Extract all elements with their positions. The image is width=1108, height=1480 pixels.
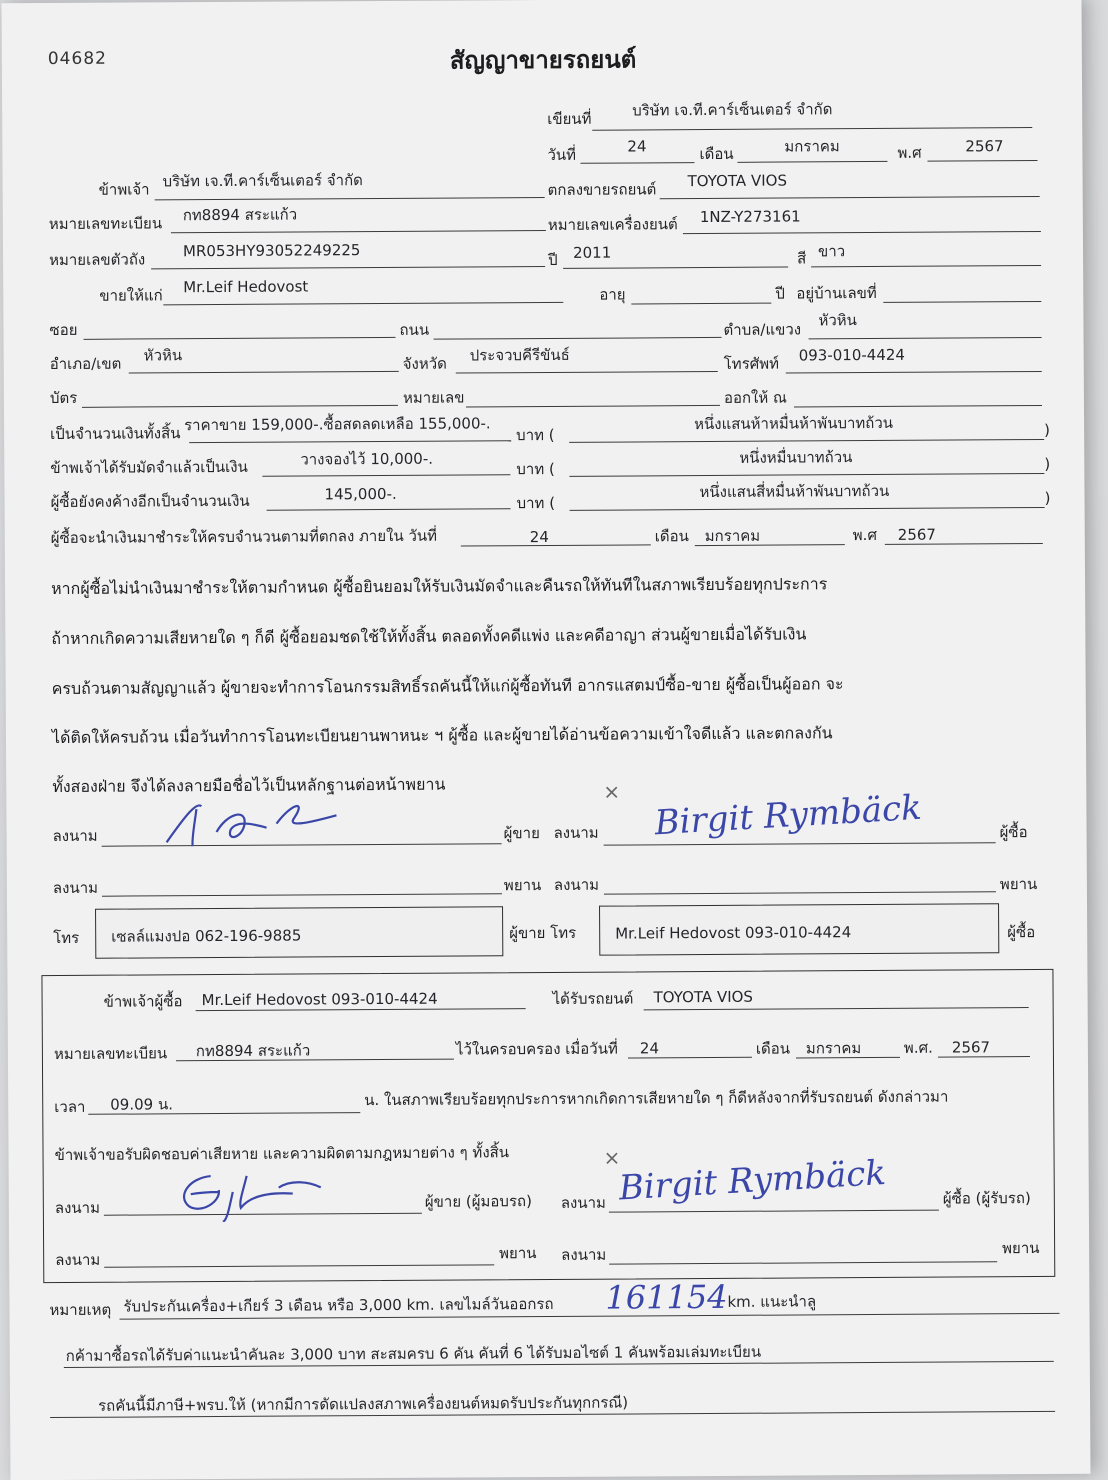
plate-value: กท8894 สระแก้ว [182,205,298,225]
seller-signature [156,793,346,854]
receipt-condition-text: น. ในสภาพเรียบร้อยทุกประการหากเกิดการเสียหายใด ๆ ก็ดีหลังจากที่รับรถยนต์ ดังกล่าวมา [364,1087,949,1110]
deposit-value: วางจองไว้ 10,000-. [300,449,434,469]
due-year: 2567 [897,525,937,544]
deposit-baht-label: บาท ( [516,459,555,479]
contract-paper [1,0,1090,1480]
total-baht-label: บาท ( [516,425,555,445]
receipt-month-label: เดือน [755,1039,791,1058]
card-number-label: หมายเลข [402,388,465,407]
receipt-month-value: มกราคม [805,1039,862,1058]
province-value: ประจวบคีรีขันธ์ [469,345,570,365]
vehicle-color-value: ขาว [817,242,846,261]
written-at-value: บริษัท เจ.ที.คาร์เซ็นเตอร์ จำกัด [632,100,833,120]
remain-words: หนึ่งแสนสี่หมื่นห้าพันบาทถ้วน [699,481,890,502]
seller-label: ข้าพเจ้า [98,180,150,199]
road-label: ถนน [399,320,430,339]
terms-line-3: ครบถ้วนตามสัญญาแล้ว ผู้ขายจะทำการโอนกรรมสิทธิ์รถคันนี้ให้แก่ผู้ซื้อทันที อากรแสตมป์ซื้อ-ขาย ผู้ซื้อเป็นผู้ออก จะ [51,674,844,699]
remain-label: ผู้ซื้อยังคงค้างอีกเป็นจำนวนเงิน [50,491,250,512]
total-value: ราคาขาย 159,000-.ซื้อสดลดเหลือ 155,000-. [184,414,491,435]
document-title: สัญญาขายรถยนต์ [449,45,637,75]
receipt-day-value: 24 [639,1039,660,1058]
receipt-plate-value: กท8894 สระแก้ว [195,1041,311,1061]
due-year-label: พ.ศ [852,525,878,545]
receipt-witness-2-role-label: พยาน [1002,1238,1040,1258]
plate-label: หมายเลขทะเบียน [48,214,163,234]
receipt-year-value: 2567 [951,1038,991,1057]
receipt-buyer-role-label: ผู้ซื้อ (ผู้รับรถ) [942,1189,1031,1208]
receipt-plate-label: หมายเลขทะเบียน [53,1044,168,1064]
remain-baht-label: บาท ( [516,493,556,513]
province-label: จังหวัด [402,354,447,373]
receipt-witness-1-role-label: พยาน [499,1244,537,1263]
soi-label: ซอย [49,320,78,340]
remarks-label: หมายเหตุ [49,1300,112,1320]
buyer-phone-value: Mr.Leif Hedovost 093-010-4424 [615,923,852,943]
receipt-year-label: พ.ศ. [903,1038,933,1057]
date-day-label: วันที่ [547,145,577,164]
receipt-witness-1-sign-label: ลงนาม [55,1250,101,1270]
issued-at-label: ออกให้ ณ [723,388,787,407]
receipt-buyer-signature: Birgit Rymbäck [617,1152,888,1209]
due-month: มกราคม [704,526,761,546]
witness-2-sign-label: ลงนาม [553,875,600,894]
date-day-value: 24 [627,137,647,156]
seller-phone-role-label: ผู้ขาย โทร [509,923,577,943]
seller-sign-label: ลงนาม [52,826,98,846]
terms-line-2: ถ้าหากเกิดความเสียหายใด ๆ ก็ดี ผู้ซื้อยอมชดใช้ให้ทั้งสิ้น ตลอดทั้งคดีแพ่ง และคดีอาญา ส่วนผู้ขายเมื่อได้รับเงิน [51,624,807,649]
seller-phone-value: เซลล์แมงปอ 062-196-9885 [111,926,302,946]
total-close-paren: ) [1044,420,1051,439]
seller-role-label: ผู้ขาย [503,824,540,843]
receipt-seller-role-label: ผู้ขาย (ผู้มอบรถ) [424,1192,532,1211]
remarks-line-1-a: รับประกันเครื่อง+เกียร์ 3 เดือน หรือ 3,000 km. เลขไมล์วันออกรถ [123,1294,554,1316]
date-year-value: 2567 [965,137,1004,156]
subdistrict-value: หัวหิน [818,311,857,330]
witness-1-sign-label: ลงนาม [52,878,99,898]
date-year-label: พ.ศ [897,143,922,162]
receipt-time-value: 09.09 น. [110,1095,174,1114]
receipt-possession-label: ไว้ในครอบครอง เมื่อวันที่ [455,1039,618,1059]
age-year-unit: ปี [775,284,785,303]
written-at-label: เขียนที่ [547,109,592,128]
receipt-buyer-label: ข้าพเจ้าผู้ซื้อ [103,992,183,1011]
receipt-buyer-sign-label: ลงนาม [560,1193,606,1212]
buyer-sign-x-mark: × [603,779,621,804]
remain-value: 145,000-. [324,484,397,504]
buyer-phone-role-label: ผู้ซื้อ [1007,923,1036,942]
remarks-mileage: 161154 [605,1277,728,1317]
chassis-value: MR053HY93052249225 [182,241,361,261]
witness-2-role-label: พยาน [999,875,1038,894]
district-label: อำเภอ/เขต [49,354,122,374]
address-label: อยู่บ้านเลขที่ [796,283,877,303]
receipt-witness-2-sign-label: ลงนาม [561,1245,607,1264]
vehicle-year-label: ปี [548,250,558,269]
due-month-label: เดือน [654,527,689,546]
phone-value: 093-010-4424 [798,345,905,365]
engine-label: หมายเลขเครื่องยนต์ [547,215,678,234]
receipt-buyer-x-mark: × [603,1145,621,1170]
deposit-label: ข้าพเจ้าได้รับมัดจำแล้วเป็นเงิน [50,457,248,478]
receipt-time-label: เวลา [54,1097,86,1117]
buyer-name: Mr.Leif Hedovost [183,277,309,297]
receipt-car-value: TOYOTA VIOS [653,987,753,1007]
document-number: 04682 [47,48,107,70]
receipt-box [41,969,1055,1283]
due-day: 24 [529,527,549,547]
subdistrict-label: ตำบล/แขวง [723,320,802,339]
vehicle-year-value: 2011 [572,243,612,262]
sell-to-label: ขายให้แก่ [99,286,163,305]
witness-1-role-label: พยาน [503,876,542,895]
remain-close-paren: ) [1044,488,1051,507]
deposit-words: หนึ่งหมื่นบาทถ้วน [739,448,853,467]
vehicle-color-label: สี [797,249,807,268]
seller-name: บริษัท เจ.ที.คาร์เซ็นเตอร์ จำกัด [162,171,363,191]
terms-line-1: หากผู้ซื้อไม่นำเงินมาชำระให้ตามกำหนด ผู้ซื้อยินยอมให้รับเงินมัดจำและคืนรถให้ทันทีในสภาพเรียบร้อยทุกประการ [51,574,828,599]
date-month-label: เดือน [699,144,734,164]
terms-line-5: ทั้งสองฝ่าย จึงได้ลงลายมือชื่อไว้เป็นหลักฐานต่อหน้าพยาน [52,774,446,797]
receipt-seller-sign-label: ลงนาม [54,1198,101,1218]
receipt-received-label: ได้รับรถยนต์ [552,989,634,1008]
receipt-buyer-value: Mr.Leif Hedovost 093-010-4424 [201,989,438,1010]
due-label: ผู้ซื้อจะนำเงินมาชำระให้ครบจำนวนตามที่ตกลง ภายใน วันที่ [50,526,438,548]
date-month-value: มกราคม [784,137,840,156]
district-value: หัวหิน [143,346,183,365]
agree-sell-label: ตกลงขายรถยนต์ [547,180,657,199]
engine-value: 1NZ-Y273161 [699,207,801,227]
buyer-signature: Birgit Rymbäck [653,787,923,844]
remarks-line-2: กค้ามาซื้อรถได้รับค่าแนะนำคันละ 3,000 บาท สะสมครบ 6 คัน คันที่ 6 ได้รับมอไซต์ 1 คันพร้อมเล่มทะเบียน [65,1342,762,1365]
total-label: เป็นจำนวนเงินทั้งสิ้น [50,424,181,444]
buyer-role-label: ผู้ซื้อ [999,823,1028,842]
age-label: อายุ [599,285,626,304]
total-words: หนึ่งแสนห้าหมื่นห้าพันบาทถ้วน [694,413,894,434]
remarks-line-1-b: km. แนะนำลู [727,1292,817,1311]
receipt-seller-signature [169,1161,339,1222]
receipt-liability-text: ข้าพเจ้าขอรับผิดชอบค่าเสียหาย และความผิดตามกฎหมายต่าง ๆ ทั้งสิ้น [54,1143,510,1165]
chassis-label: หมายเลขตัวถัง [49,250,146,270]
terms-line-4: ได้ติดให้ครบถ้วน เมื่อวันทำการโอนทะเบียนยานพาหนะ ฯ ผู้ซื้อ และผู้ขายได้อ่านข้อความเข้าใจดีแล้ว และตกลงกัน [51,723,833,748]
phone-label: โทรศัพท์ [723,354,780,373]
seller-phone-label: โทร [53,928,80,948]
remarks-line-3: รถคันนี้มีภาษี+พรบ.ให้ (หากมีการดัดแปลงสภาพเครื่องยนต์หมดรับประกันทุกกรณี) [98,1393,629,1415]
deposit-close-paren: ) [1044,454,1051,473]
buyer-sign-label: ลงนาม [553,823,599,842]
card-label: บัตร [49,388,78,408]
agreed-car: TOYOTA VIOS [687,171,787,191]
